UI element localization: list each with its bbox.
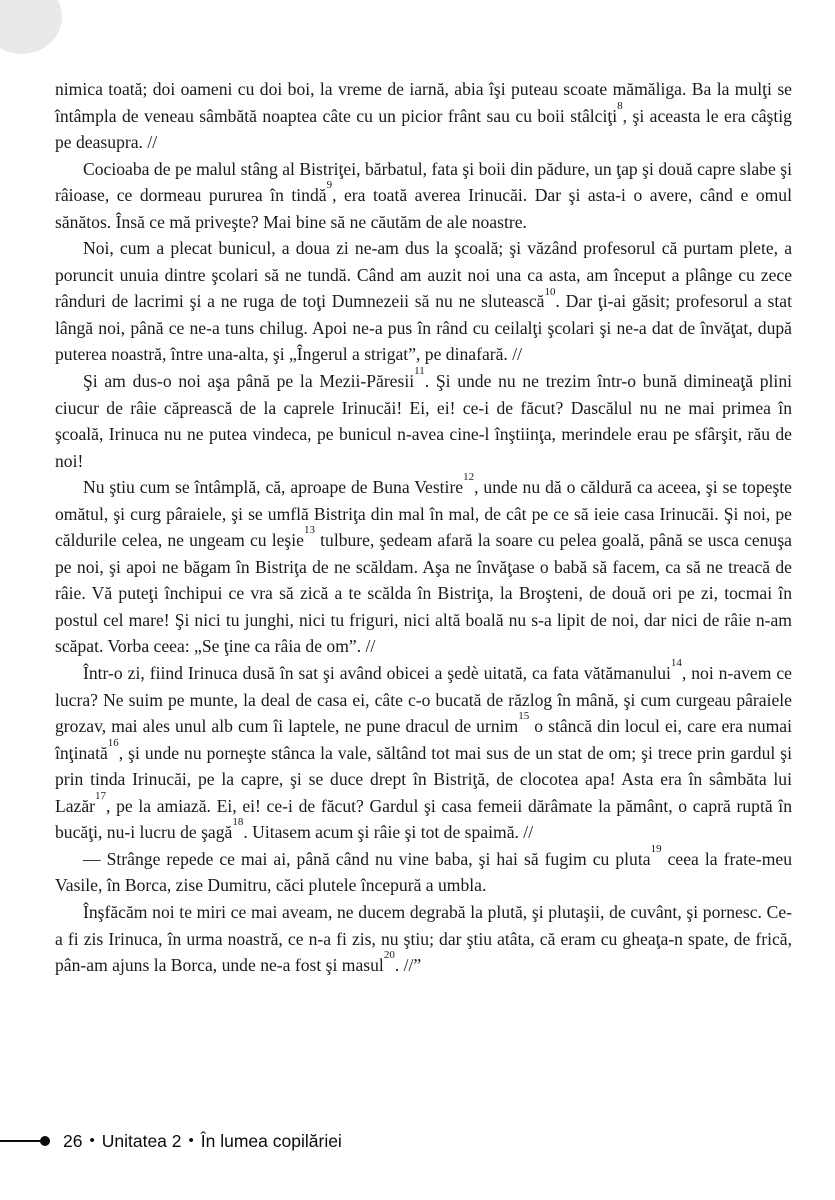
page-footer xyxy=(0,1128,349,1154)
footnote-ref: 8 xyxy=(617,99,623,112)
paragraph: Într-o zi, fiind Irinuca dusă în sat şi având obicei a şedè uitată, ca fata vătămanului$^{14}$, noi n-avem ce lucra? Ne suim pe munte, la deal de casa ei, câte c-o bucată de răzlog în mână, şi cum curgeau pâraiele grozav, mai ales unul alb cum îi laptele, ne pune dracul de urnim$^{15}$ o stâncă din locul ei, care era numai înţinată$^{16}$, şi unde nu porneşte stânca la vale, săltând tot mai sus de un stat de om; şi trece prin gardul şi prin tinda Irinucăi, pe la capre, şi se duce drept în Bistriţă, de clocotea apa! Asta era în sâmbăta lui Lazăr$^{17}$, pe la amiază. Ei, ei! ce-i de făcut? Gardul şi casa femeii dărâmate la pământ, o capră ruptă în bucăţi, nu-i lucru de şagă$^{18}$. Uitasem acum şi râie şi tot de spaimă. // xyxy=(55,657,792,843)
footer-bullet-icon xyxy=(40,1136,50,1146)
footer-unit-label: Unitatea 2 xyxy=(101,1130,182,1151)
footnote-ref: 12 xyxy=(463,471,475,484)
paragraph: Noi, cum a plecat bunicul, a doua zi ne-am dus la şcoală; şi văzând profesorul că purtam plete, a poruncit unuia dintre şcolari să ne tundă. Când am auzit noi una ca asta, am început a plânge cu zece rânduri de lacrimi şi a ne ruga de toţi Dumnezeii să nu ne slutească$^{10}$. Dar ţi-ai găsit; profesorul a stat lângă noi, până ce ne-a tuns chilug. Apoi ne-a pus în rând cu ceilalţi şcolari şi ne-a dat de învăţat, după puterea noastră, între una-alta, şi „Îngerul a strigat”, pe dinafară. // xyxy=(55,238,792,365)
footer-separator: • xyxy=(188,1131,194,1149)
footnote-ref: 15 xyxy=(518,710,530,723)
text-body xyxy=(55,76,792,979)
footnote-ref: 11 xyxy=(414,365,425,378)
footer-page-number: 26 xyxy=(63,1130,83,1151)
paragraph: Cocioaba de pe malul stâng al Bistriţei, bărbatul, fata şi boii din pădure, un ţap şi două capre slabe şi râioase, ce dormeau pururea în tindă$^9$, era toată averea Irinucăi. Dar şi asta-i o avere, când e omul sănătos. Însă ce mă priveşte? Mai bine să ne căutăm de ale noastre. xyxy=(55,158,792,232)
footnote-ref: 14 xyxy=(670,657,682,670)
footnote-ref: 16 xyxy=(107,736,119,749)
paragraph: nimica toată; doi oameni cu doi boi, la vreme de iarnă, abia îşi puteau scoate mămăliga. Ba la mulţi se întâmpla de veneau sâmbătă noaptea câte cu un picior frânt sau cu boii stâlciţi$^8$, şi aceasta le era câştig pe deasupra. // xyxy=(55,79,792,153)
page-corner-decoration xyxy=(0,0,62,54)
footer-chapter-title: În lumea copilăriei xyxy=(200,1130,342,1151)
footer-rule-line xyxy=(0,1140,41,1143)
footnote-ref: 18 xyxy=(232,816,244,829)
footnote-ref: 10 xyxy=(544,285,556,298)
footnote-ref: 9 xyxy=(326,179,333,192)
paragraph: Nu ştiu cum se întâmplă, că, aproape de Buna Vestire$^{12}$, unde nu dă o căldură ca aceea, şi se topeşte omătul, şi curg pâraiele, şi se umflă Bistriţa din mal în mal, de cât pe ce să ieie casa Irinucăi. Şi noi, pe căldurile celea, ne ungeam cu leşie$^{13}$ tulbure, şedeam afară la soare cu pelea goală, până se usca cenuşa pe noi, şi apoi ne băgam în Bistriţa de ne scăldam. Aşa ne învăţase o babă să facem, ca să ne treacă de râie. Vă puteţi închipui ce vra să zică a te scălda în Bistriţa, la Broşteni, de două ori pe zi, tocmai în postul cel mare! Şi nici tu junghi, nici tu friguri, nici altă boală nu s-a lipit de noi, dar nici de râie n-am scăpat. Vorba ceea: „Se ţine ca râia de om”. // xyxy=(55,471,792,657)
footnote-ref: 17 xyxy=(95,789,107,802)
footer-separator: • xyxy=(89,1131,95,1149)
footnote-ref: 20 xyxy=(383,949,395,962)
paragraph: Şi am dus-o noi aşa până pe la Mezii-Păresii$^{11}$. Şi unde nu ne trezim într-o bună dimineaţă plini ciucur de râie căprească de la caprele Irinucăi! Ei, ei! ce-i de făcut? Dascălul nu ne mai primea în şcoală, Irinuca nu ne putea vindeca, pe bunicul n-avea cine-l înştiinţa, merindele erau pe sfârşit, rău de noi! xyxy=(55,365,792,471)
footnote-ref: 19 xyxy=(650,843,662,855)
footnote-ref: 13 xyxy=(303,524,315,537)
paragraph: — Strânge repede ce mai ai, până când nu vine baba, şi hai să fugim cu pluta$^{19}$ ceea la frate-meu Vasile, în Borca, zise Dumitru, căci plutele începură a umbla. xyxy=(55,843,792,896)
paragraph: Înşfăcăm noi te miri ce mai aveam, ne ducem degrabă la plută, şi plutaşii, de cuvânt, şi pornesc. Ce-a fi zis Irinuca, în urma noastră, ce n-a fi zis, nu ştiu; dar ştiu atâta, că eram cu gheaţa-n spate, de frică, pân-am ajuns la Borca, unde ne-a fost şi masul$^{20}$. //” xyxy=(55,901,792,976)
